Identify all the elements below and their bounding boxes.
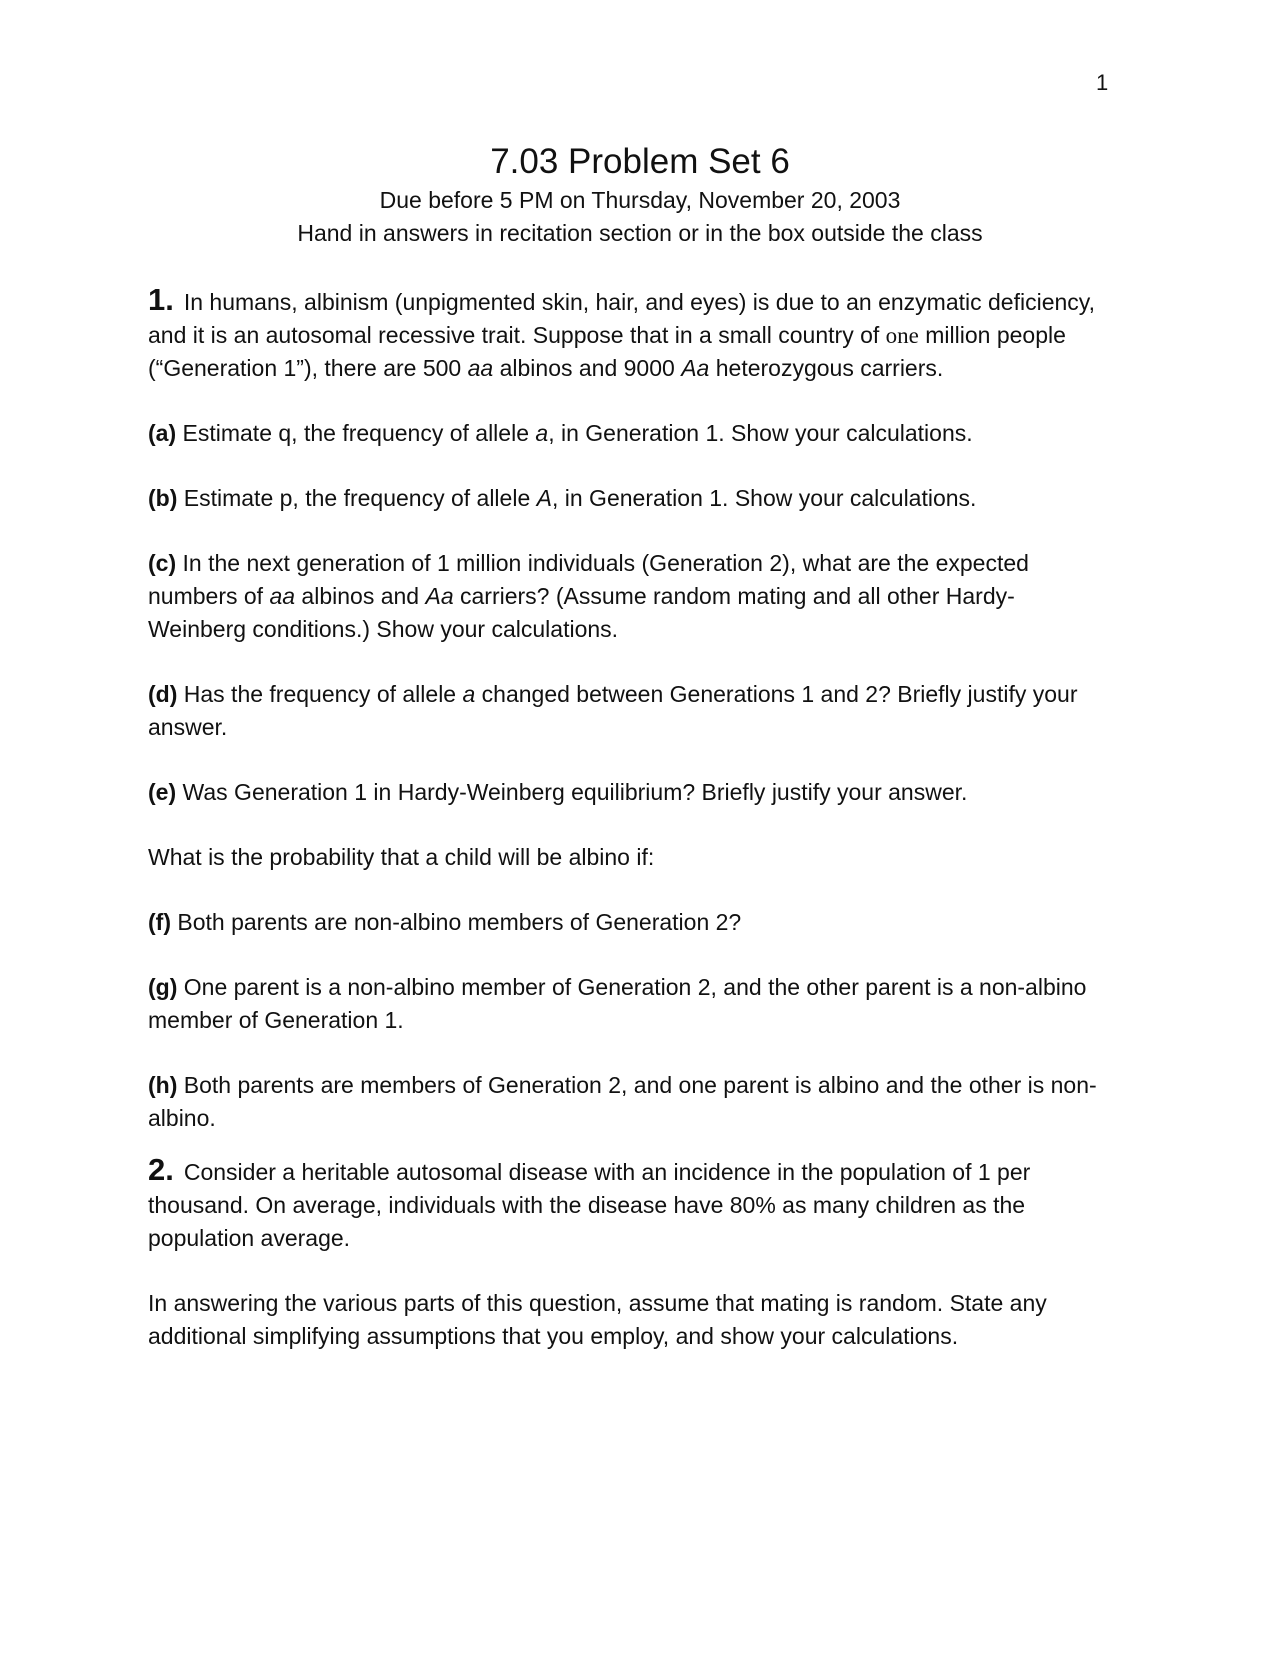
question-1a <box>148 417 1098 450</box>
part-label: (h) <box>148 1072 178 1098</box>
text-run: , in Generation 1. Show your calculations. <box>551 485 977 511</box>
text-run: albinos and <box>295 583 426 609</box>
question-1h <box>148 1069 1098 1135</box>
text-run: Both parents are members of Generation 2, and one parent is albino and the other is non-albino. <box>148 1072 1097 1131</box>
question-1-intro <box>148 283 1098 385</box>
header <box>0 140 1280 250</box>
text-run: carriers? (Assume random mating and all other Hardy-Weinberg conditions.) Show your calculations. <box>148 583 1015 642</box>
allele-italic: a <box>462 681 476 707</box>
part-label: (d) <box>148 681 178 707</box>
text-run: One parent is a non-albino member of Generation 2, and the other parent is a non-albino member of Generation 1. <box>148 974 1087 1033</box>
part-label: (e) <box>148 779 177 805</box>
part-label: (b) <box>148 485 178 511</box>
question-1b <box>148 482 1098 515</box>
question-2-assumptions: In answering the various parts of this question, assume that mating is random. State any additional simplifying assumptions that you employ, and show your calculations. <box>148 1290 1047 1349</box>
allele-italic: A <box>536 485 552 511</box>
text-run: albinos and 9000 <box>493 355 682 381</box>
question-1e <box>148 776 1098 809</box>
question-number: 2. <box>148 1152 174 1187</box>
text-run: In the next generation of 1 million individuals (Generation 2), what are the expected numbers of <box>148 550 1029 609</box>
genotype-italic: aa <box>467 355 494 381</box>
question-number: 1. <box>148 282 174 317</box>
text-run: Consider a heritable autosomal disease with an incidence in the population of 1 per thousand. On average, individuals with the disease have 80% as many children as the population average. <box>148 1159 1031 1251</box>
page-number: 1 <box>1096 70 1109 95</box>
question-1d <box>148 678 1098 744</box>
part-label: (g) <box>148 974 178 1000</box>
text-run: In humans, albinism (unpigmented skin, hair, and eyes) is due to an enzymatic deficiency, and it is an autosomal recessive trait. Suppose that in a small country of <box>148 289 1095 348</box>
text-run: Estimate q, the frequency of allele <box>176 420 536 446</box>
genotype-italic: aa <box>269 583 296 609</box>
text-run: heterozygous carriers. <box>709 355 944 381</box>
question-2-intro <box>148 1153 1098 1255</box>
question-1f <box>148 906 1098 939</box>
part-label: (a) <box>148 420 177 446</box>
due-date: Due before 5 PM on Thursday, November 20, 2003 <box>379 187 901 213</box>
document-body <box>148 283 1098 1353</box>
text-run: Has the frequency of allele <box>177 681 463 707</box>
text-run: , in Generation 1. Show your calculations. <box>548 420 973 446</box>
question-1c <box>148 547 1098 646</box>
allele-italic: a <box>535 420 549 446</box>
probability-intro: What is the probability that a child will be albino if: <box>148 844 655 870</box>
text-run: million people (“Generation 1”), there are 500 <box>148 322 1066 381</box>
question-1g <box>148 971 1098 1037</box>
text-run: changed between Generations 1 and 2? Briefly justify your answer. <box>148 681 1078 740</box>
hand-in-instructions: Hand in answers in recitation section or in the box outside the class <box>297 220 983 246</box>
text-run: one <box>885 323 919 348</box>
text-run: Both parents are non-albino members of Generation 2? <box>170 909 742 935</box>
text-run: Estimate p, the frequency of allele <box>177 485 537 511</box>
genotype-italic: Aa <box>681 355 710 381</box>
page-title: 7.03 Problem Set 6 <box>490 142 790 181</box>
genotype-italic: Aa <box>425 583 454 609</box>
text-run: Was Generation 1 in Hardy-Weinberg equilibrium? Briefly justify your answer. <box>176 779 968 805</box>
part-label: (f) <box>148 909 171 935</box>
part-label: (c) <box>148 550 177 576</box>
